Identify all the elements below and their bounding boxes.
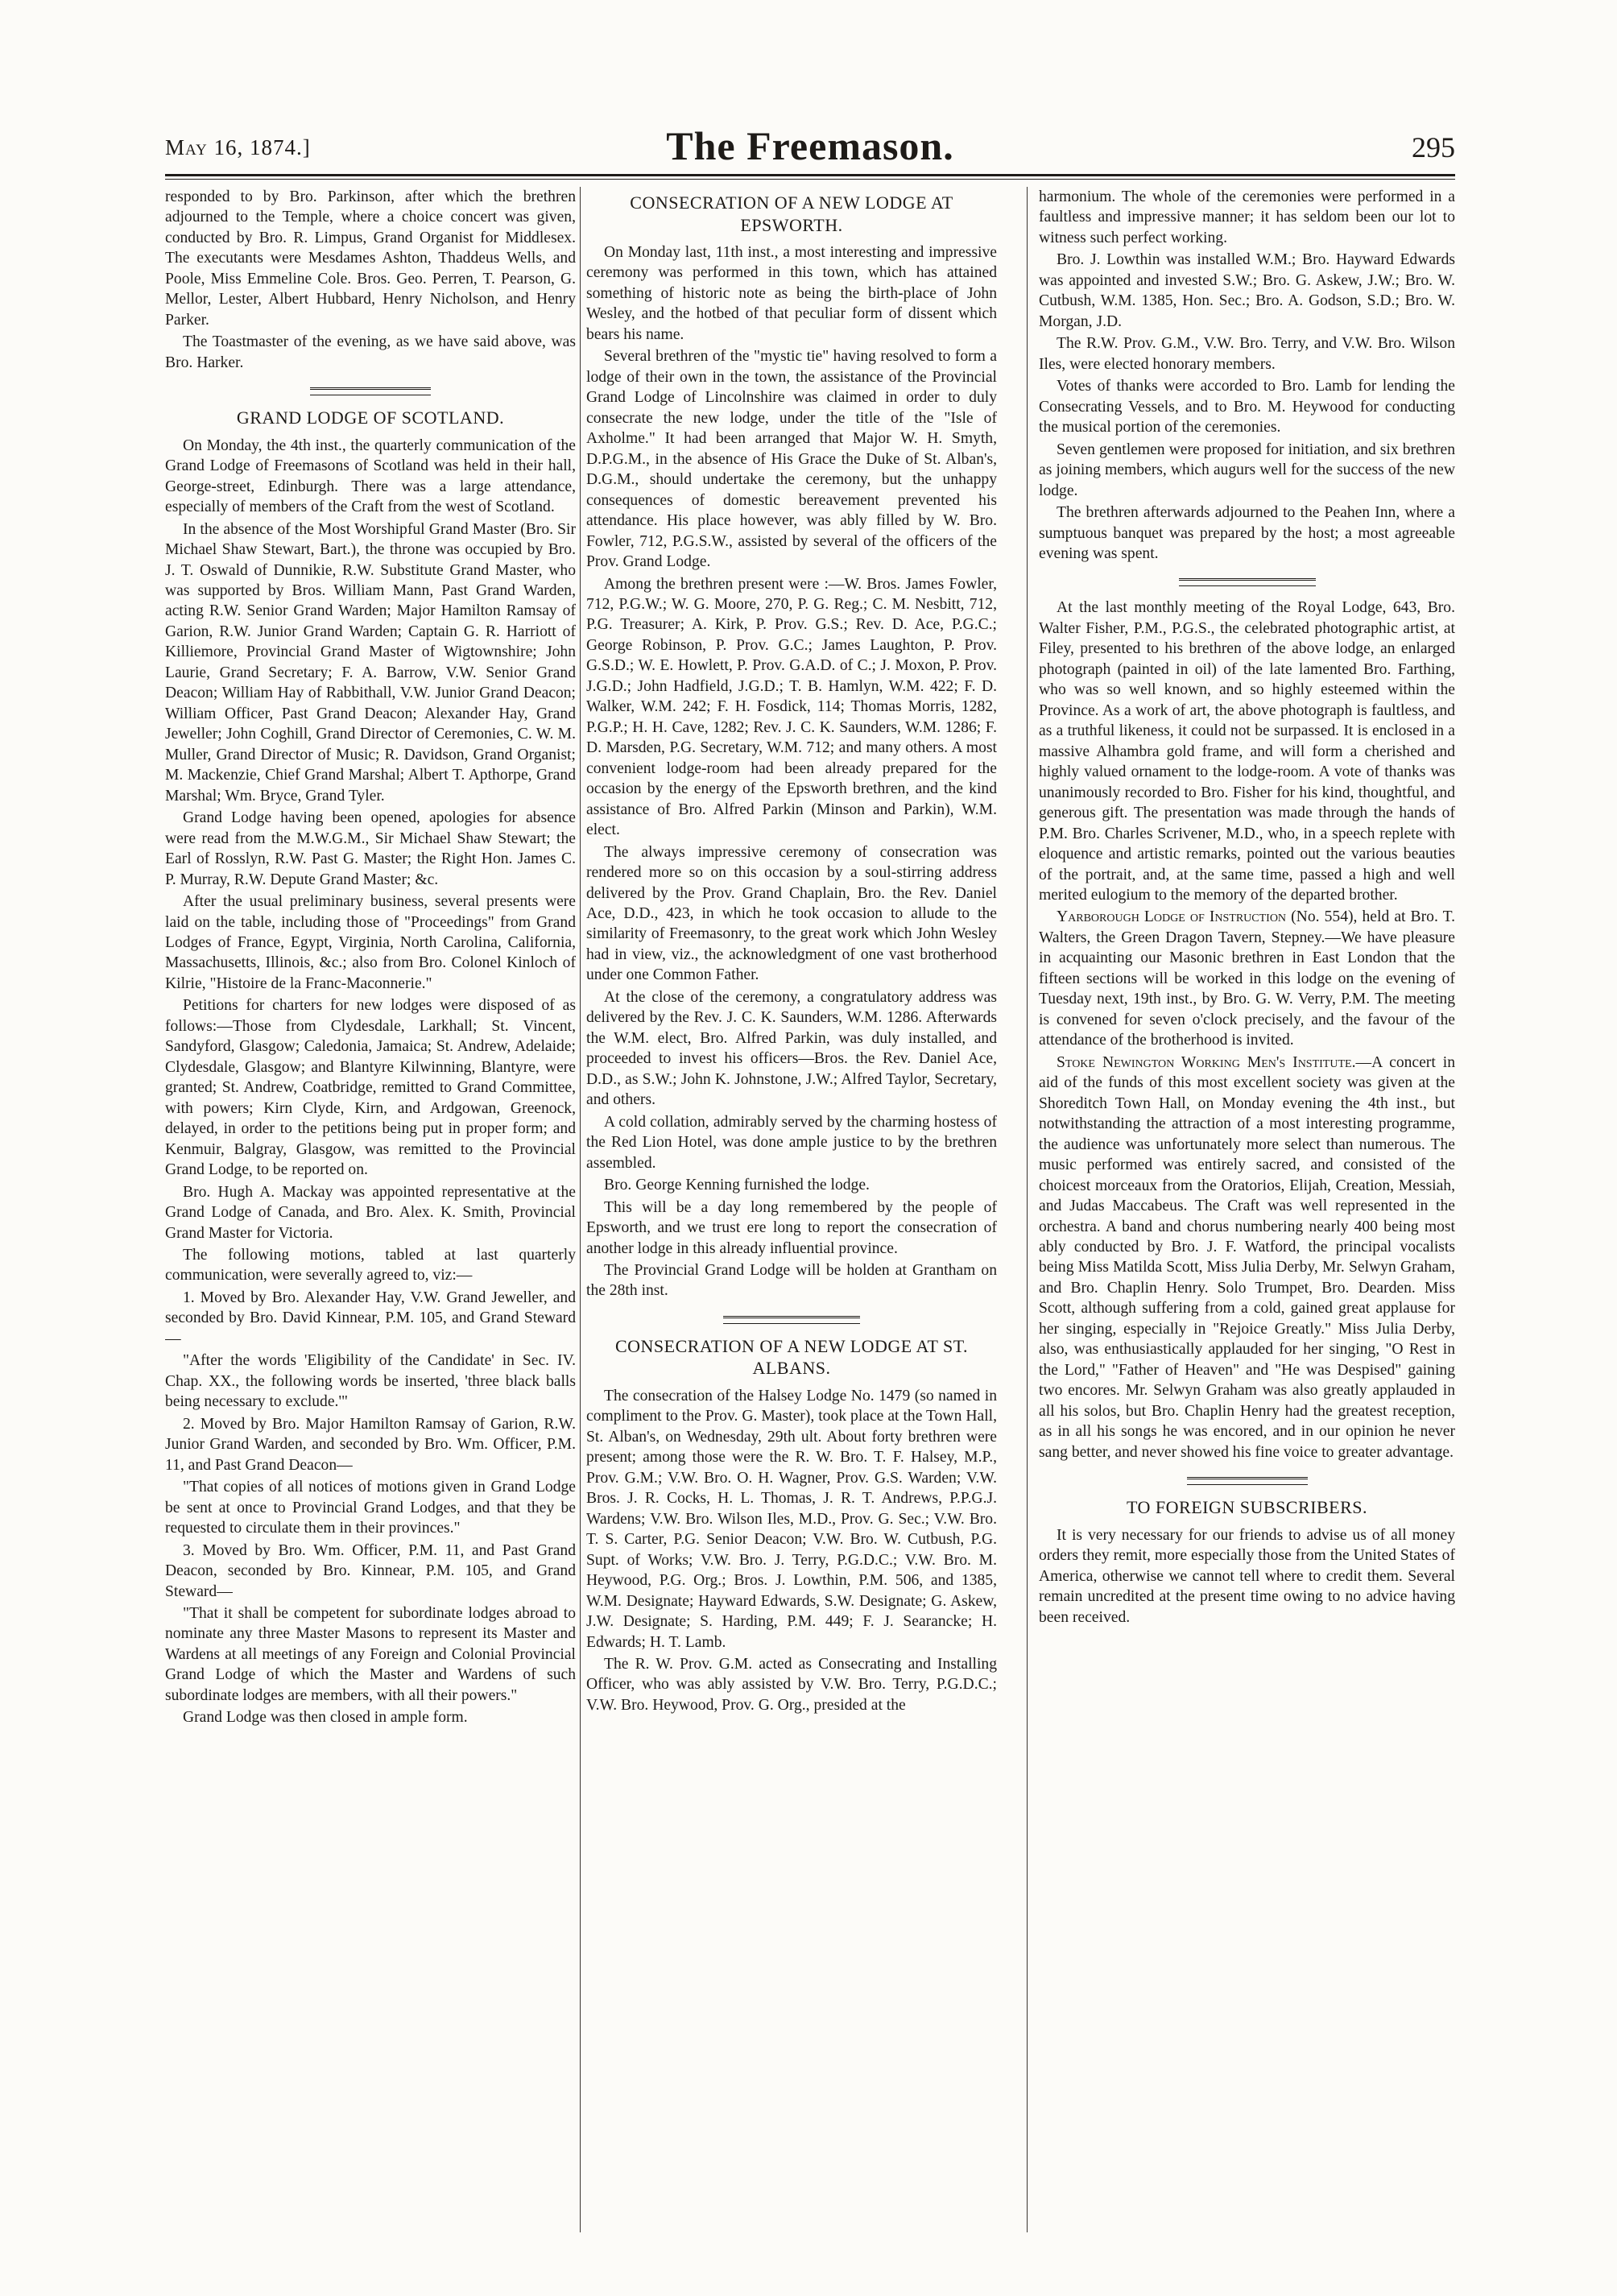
paragraph: Bro. J. Lowthin was installed W.M.; Bro. Hayward Edwards was appointed and invested S.W.; Bro. G. Askew, J.W.; Bro. W. Cutbush, W.M. 1385, Hon. Sec.; Bro. A. Godson, S.D.; Bro. W. Morgan, J.D. (1039, 251, 1455, 330)
article-heading: TO FOREIGN SUBSCRIBERS. (1127, 1497, 1367, 1518)
column-divider (580, 187, 581, 2232)
paragraph: The brethren afterwards adjourned to the Peahen Inn, where a sumptuous banquet was prepared by the host; a most agreeable evening was spent. (1039, 504, 1455, 562)
paragraph: Petitions for charters for new lodges were disposed of as follows:—Those from Clydesdale, Larkhall; St. Vincent, Sandyford, Glasgow; Caledonia, Jamaica; St. Andrew, Adelaide; Clydesdale, Glasgow; and Blantyre Kilwinning, Blantyre, were granted; St. Andrew, Coatbridge, remitted to Grand Committee, with powers; Kirn Clyde, Kirn, and Ardgowan, Greenock, delayed, in order to the petitions being put in proper form; and Kenmuir, Balgray, Glasgow, was remitted to the Provincial Grand Lodge, to be reported on. (165, 997, 576, 1179)
paragraph (1039, 907, 1455, 1050)
paragraph: Votes of thanks were accorded to Bro. Lamb for lending the Consecrating Vessels, and to Bro. M. Heywood for conducting the musical portion of the ceremonies. (1039, 378, 1455, 436)
newspaper-title: The Freemason. (666, 123, 954, 168)
section-separator (1187, 1477, 1308, 1485)
paragraph: Bro. George Kenning furnished the lodge. (604, 1177, 870, 1194)
paragraph: 3. Moved by Bro. Wm. Officer, P.M. 11, and Past Grand Deacon, seconded by Bro. Kinnear, P.M. 105, and Grand Steward— (165, 1541, 576, 1600)
paragraph: The R.W. Prov. G.M., V.W. Bro. Terry, and V.W. Bro. Wilson Iles, were elected honorary members. (1039, 335, 1455, 373)
paragraph: "After the words 'Eligibility of the Candidate' in Sec. IV. Chap. XX., the following words be inserted, 'three black balls being necessary to exclude.'" (165, 1352, 576, 1411)
masthead-rule-thin (165, 179, 1455, 180)
section-separator (723, 1316, 860, 1324)
paragraph: Several brethren of the "mystic tie" having resolved to form a lodge of their own in the town, the assistance of the Provincial Grand Lodge of Lincolnshire was claimed in order to duly consecrate the new lodge, under the title of the "Isle of Axholme." It had been arranged that Major W. H. Smyth, D.P.G.M., in the absence of His Grace the Duke of St. Alban's, D.G.M., should undertake the ceremony, but the unhappy consequences of domestic bereavement prevented his attendance. His place however, was ably filled by W. Bro. Fowler, 712, P.G.S.W., assisted by several of the officers of the Prov. Grand Lodge. (586, 348, 997, 571)
paragraph: The R. W. Prov. G.M. acted as Consecrating and Installing Officer, who was ably assisted by V.W. Bro. Terry, P.G.D.C.; V.W. Bro. Heywood, Prov. G. Org., presided at the (586, 1656, 997, 1714)
article-heading: CONSECRATION OF A NEW LODGE AT EPSWORTH. (630, 192, 953, 235)
paragraph: The following motions, tabled at last quarterly communication, were severally agreed to, viz:— (165, 1247, 576, 1285)
article-heading: CONSECRATION OF A NEW LODGE AT ST. ALBANS. (614, 1335, 969, 1379)
section-separator (310, 387, 431, 395)
paragraph (1039, 1053, 1455, 1462)
article-heading: GRAND LODGE OF SCOTLAND. (236, 407, 505, 428)
paragraph: In the absence of the Most Worshipful Grand Master (Bro. Sir Michael Shaw Stewart, Bart.), the throne was occupied by Bro. J. T. Oswald of Dunnikie, R.W. Substitute Grand Master, who was supported by Bros. William Mann, Past Grand Warden, acting R.W. Senior Grand Warden; Major Hamilton Ramsay of Garion, R.W. Junior Grand Warden; Captain G. R. Harriott of Killiemore, Provincial Grand Master of Wigtownshire; John Laurie, Grand Secretary; F. A. Barrow, V.W. Senior Grand Deacon; William Hay of Rabbithall, V.W. Junior Grand Deacon; William Officer, Past Grand Deacon; Alexander Hay, Grand Jeweller; John Coghill, Grand Director of Ceremonies, C. W. M. Muller, Grand Director of Music; R. Davidson, Grand Organist; M. Mackenzie, Chief Grand Marshal; Albert T. Apthorpe, Grand Marshal; Wm. Bryce, Grand Tyler. (165, 520, 576, 805)
paragraph: It is very necessary for our friends to advise us of all money orders they remit, more especially those from the United States of America, otherwise we cannot tell where to credit them. Several remain uncredited at the present time owing to no advice having been received. (1039, 1526, 1455, 1626)
paragraph: responded to by Bro. Parkinson, after which the brethren adjourned to the Temple, where a choice concert was given, conducted by Bro. R. Limpus, Grand Organist for Middlesex. The executants were Mesdames Ashton, Thaddeus Wells, and Poole, Miss Emmeline Cole. Bros. Geo. Perren, T. Pearson, G. Mellor, Lester, Albert Hubbard, Henry Nicholson, and Henry Parker. (165, 188, 576, 329)
masthead (165, 122, 1455, 180)
column-3 (1039, 187, 1455, 2257)
masthead-rule (165, 174, 1455, 176)
paragraph-lead: Yarborough Lodge of Instruction (1057, 908, 1287, 926)
paragraph: At the close of the ceremony, a congratulatory address was delivered by the Rev. J. C. K. Saunders, W.M. 1286. Afterwards the W.M. elect, Bro. Alfred Parkin, was duly installed, and proceeded to invest his officers—Bros. the Rev. Daniel Ace, D.D., as S.W.; John K. Johnstone, J.W.; Alfred Taylor, Secretary, and others. (586, 988, 997, 1109)
paragraph: 2. Moved by Bro. Major Hamilton Ramsay of Garion, R.W. Junior Grand Warden, and seconded by Bro. Wm. Officer, P.M. 11, and Past Grand Deacon— (165, 1415, 576, 1474)
paragraph: "That it shall be competent for subordinate lodges abroad to nominate any three Master Masons to represent its Master and Wardens at all meetings of any Foreign and Colonial Provincial Grand Lodge of which the Master and Wardens of such subordinate lodges are members, with all their powers." (165, 1604, 576, 1704)
paragraph: A cold collation, admirably served by the charming hostess of the Red Lion Hotel, was done ample justice to by the brethren assembled. (586, 1113, 997, 1172)
column-2 (586, 187, 997, 2257)
page-number: 295 (1412, 131, 1455, 163)
paragraph-lead: Stoke Newington Working Men's Institute. (1057, 1053, 1356, 1071)
paragraph: Bro. Hugh A. Mackay was appointed representative at the Grand Lodge of Canada, and Bro. Alex. K. Smith, Provincial Grand Master for Victoria. (165, 1183, 576, 1242)
paragraph: On Monday, the 4th inst., the quarterly communication of the Grand Lodge of Freemasons of Scotland was held in their hall, George-street, Edinburgh. There was a large attendance, especially of members of the Craft from the west of Scotland. (165, 436, 576, 516)
paragraph-body: —A concert in aid of the funds of this most excellent society was given at the Shoreditch Town Hall, on Monday evening the 4th inst., but notwithstanding the attraction of a most interesting programme, the audience was unfortunately more select than numerous. The music performed was entirely sacred, and consisted of the choicest morceaux from the Oratorios, Elijah, Creation, Messiah, and Judas Maccabeus. The Craft was well represented in the orchestra. A band and chorus numbering nearly 400 being most ably conducted by Bro. J. F. Watford, the principal vocalists being Miss Matilda Scott, Miss Julia Derby, Mr. Selwyn Graham, and Bro. Chaplin Henry. Solo Trumpet, Bro. Dearden. Miss Scott, although suffering from a cold, gained great applause for her singing, especially in "Rejoice Greatly." Miss Julia Derby, also, was enthusiastically applauded for her singing, "O Rest in the Lord," "Father of Heaven" and "He was Despised" gaining two encores. Mr. Selwyn Graham was also greatly applauded in all his solos, but Bro. Chaplin Henry had the greatest reception, as in all his songs he was encored, and in our opinion he never sang better, and never showed his fine voice to greater advantage. (1039, 1053, 1455, 1461)
paragraph: After the usual preliminary business, several presents were laid on the table, including those of "Proceedings" from Grand Lodges of France, Egypt, Virginia, North Carolina, California, Massachusetts, Illinois, &c.; also from Bro. Colonel Kinloch of Kilrie, "Histoire de la Franc-Maconnerie." (165, 893, 576, 992)
issue-date: May 16, 1874.] (165, 135, 311, 159)
paragraph: At the last monthly meeting of the Royal Lodge, 643, Bro. Walter Fisher, P.M., P.G.S., the celebrated photographic artist, at Filey, presented to his brethren of the above lodge, an enlarged photograph (painted in oil) of the late lamented Bro. Farthing, who was so well known, and so highly esteemed within the Province. As a work of art, the above photograph is faultless, and as a truthful likeness, it could not be surpassed. It is enclosed in a massive Alhambra gold frame, and will form a cherished and highly valued ornament to the lodge-room. A vote of thanks was unanimously recorded to Bro. Fisher for his kind, thoughtful, and generous gift. The presentation was made through the hands of P.M. Bro. Charles Scrivener, M.D., who, in a speech replete with eloquence and artistic remarks, pointed out the various beauties of the portrait, and, at the same time, passed a high and well merited eulogium to the memory of the departed brother. (1039, 599, 1455, 904)
paragraph-body: (No. 554), held at Bro. T. Walters, the Green Dragon Tavern, Stepney.—We have pleasure in acquainting our Masonic brethren in East London that the fifteen sections will be worked in this lodge on the evening of Tuesday next, 19th inst., by Bro. G. W. Verry, P.M. The meeting is convened for seven o'clock precisely, and the favour of the attendance of the brotherhood is invited. (1039, 908, 1455, 1049)
paragraph: The consecration of the Halsey Lodge No. 1479 (so named in compliment to the Prov. G. Master), took place at the Town Hall, St. Alban's, on Wednesday, 29th ult. About forty brethren were present; among those were the R. W. Bro. T. F. Halsey, M.P., Prov. G.M.; V.W. Bro. O. H. Wagner, Prov. G.S. Warden; V.W. Bros. J. R. Cocks, H. L. Thomas, J. R. T. Andrews, P.P.G.J. Wardens; V.W. Bro. Wilson Iles, M.D., Prov. G. Sec.; V.W. Bro. T. S. Carter, P.G. Senior Deacon; V.W. Bro. W. Cutbush, P.G. Supt. of Works; V.W. Bro. J. Terry, P.G.D.C.; V.W. Bro. M. Heywood, P.G. Org.; Bros. J. Lowthin, P.M. 506, and 1385, W.M. Designate; Hayward Edwards, S.W. Designate; G. Askew, J.W. Designate; S. Harding, P.M. 449; F. J. Searancke; H. Edwards; H. T. Lamb. (586, 1387, 997, 1651)
paragraph: Grand Lodge having been opened, apologies for absence were read from the M.W.G.M., Sir Michael Shaw Stewart; the Earl of Rosslyn, R.W. Past G. Master; the Right Hon. James C. P. Murray, R.W. Depute Grand Master; &c. (165, 809, 576, 888)
paragraph: On Monday last, 11th inst., a most interesting and impressive ceremony was performed in this town, which has attained something of historic note as being the birth-place of John Wesley, and the hotbed of that peculiar form of dissent which bears his name. (586, 244, 997, 343)
paragraph: Seven gentlemen were proposed for initiation, and six brethren as joining members, which augurs well for the success of the new lodge. (1039, 441, 1455, 499)
paragraph: The Toastmaster of the evening, as we have said above, was Bro. Harker. (165, 333, 576, 371)
paragraph: "That copies of all notices of motions given in Grand Lodge be sent at once to Provincial Grand Lodges, and that they be requested to circulate them in their provinces." (165, 1479, 576, 1537)
paragraph: Grand Lodge was then closed in ample form. (183, 1709, 468, 1727)
paragraph: 1. Moved by Bro. Alexander Hay, V.W. Grand Jeweller, and seconded by Bro. David Kinnear, P.M. 105, and Grand Steward— (165, 1289, 576, 1347)
section-separator (1179, 578, 1316, 586)
column-divider (1027, 187, 1028, 2232)
paragraph: The always impressive ceremony of consecration was rendered more so on this occasion by a soul-stirring address delivered by the Prov. Grand Chaplain, Bro. the Rev. Daniel Ace, D.D., 423, in which he took occasion to allude to the similarity of Freemasonry, to the great work which John Wesley had in view, viz., the acknowledgment of one vast brotherhood under one Common Father. (586, 843, 997, 984)
paragraph: This will be a day long remembered by the people of Epsworth, and we trust ere long to report the consecration of another lodge in this already influential province. (586, 1198, 997, 1257)
paragraph: The Provincial Grand Lodge will be holden at Grantham on the 28th inst. (586, 1261, 997, 1300)
paragraph: Among the brethren present were :—W. Bros. James Fowler, 712, P.G.W.; W. G. Moore, 270, P. G. Reg.; C. M. Nesbitt, 712, P.G. Treasurer; A. Kirk, P. Prov. G.S.; Rev. D. Ace, P.G.C.; George Robinson, P. Prov. G.C.; James Laughton, P. Prov. G.S.D.; W. E. Howlett, P. Prov. G.A.D. of C.; J. Moxon, P. Prov. J.G.D.; John Hadfield, J.G.D.; T. B. Hamlyn, W.M. 422; F. D. Walker, W.M. 242; F. H. Fosdick, 114; Thomas Morris, 1282, P.G.P.; H. H. Cave, 1282; Rev. J. C. K. Saunders, W.M. 1286; F. D. Marsden, P.G. Secretary, W.M. 712; and many others. A most convenient lodge-room had been already prepared for the occasion by the energy of the Epsworth brethren, and the kind assistance of Bro. Alfred Parkin (Minson and Parkin), W.M. elect. (586, 575, 997, 839)
paragraph: harmonium. The whole of the ceremonies were performed in a faultless and impressive manner; it has seldom been our lot to witness such perfect working. (1039, 188, 1455, 246)
column-1 (165, 187, 576, 2257)
